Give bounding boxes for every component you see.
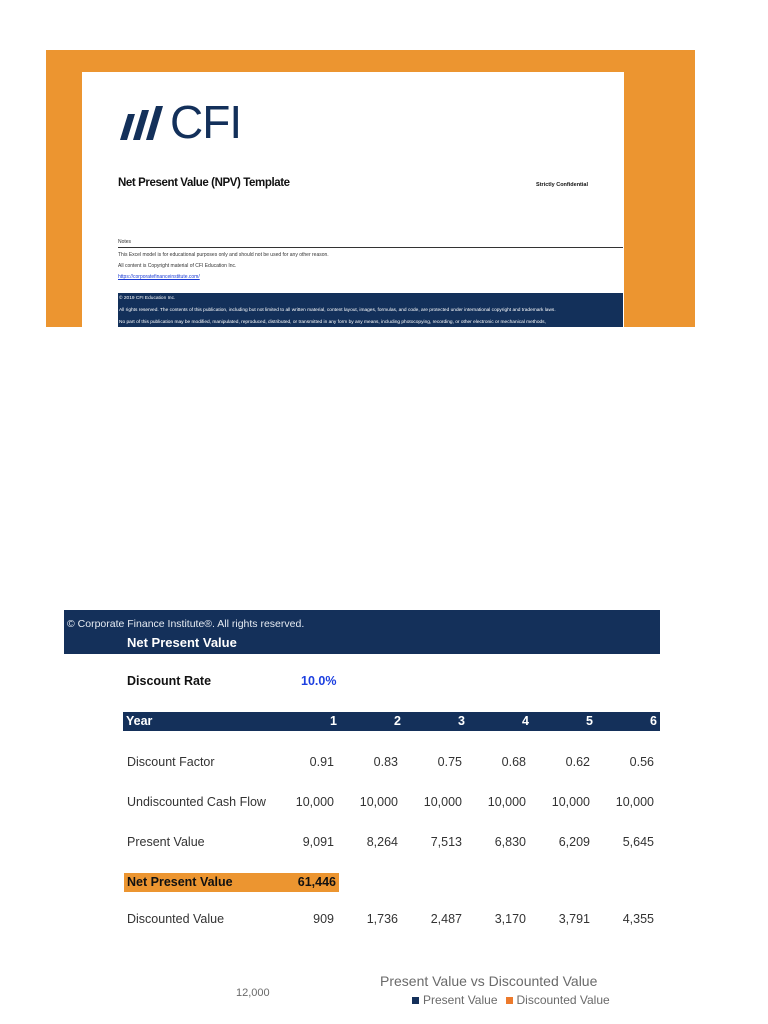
present-value-cell: 7,513 xyxy=(430,835,462,849)
year-header-row xyxy=(123,712,660,731)
cash-flow-input[interactable]: 10,000 xyxy=(615,795,654,809)
discounted-value-cell: 4,355 xyxy=(622,912,654,926)
legend-label: Present Value xyxy=(423,993,498,1007)
confidential-label: Strictly Confidential xyxy=(536,182,588,188)
logo-text: CFI xyxy=(170,96,242,148)
notes-heading: Notes xyxy=(118,239,132,245)
legal-line: All rights reserved. The contents of this publication, including but not limited to all written material, content layout, images, formulas, and code, are protected under international copyright and trademark laws. xyxy=(119,308,556,313)
npv-label: Net Present Value xyxy=(127,875,233,889)
legend-item-discounted-value xyxy=(506,993,610,1007)
cash-flow-input[interactable]: 10,000 xyxy=(423,795,462,809)
npv-value: 61,446 xyxy=(297,875,336,889)
discounted-value-cell: 3,170 xyxy=(494,912,526,926)
discount-factor-cell: 0.56 xyxy=(629,755,654,769)
year-header: 3 xyxy=(458,714,465,728)
legal-line: No part of this publication may be modified, manipulated, reproduced, distributed, or transmitted in any form by any means, including photocopying, recording, or other electronic or mechanical methods, xyxy=(119,320,546,325)
present-value-cell: 9,091 xyxy=(302,835,334,849)
legend-label: Discounted Value xyxy=(516,993,610,1007)
discounted-value-cell: 909 xyxy=(313,912,334,926)
discount-factor-cell: 0.83 xyxy=(373,755,398,769)
present-value-cell: 6,209 xyxy=(558,835,590,849)
chart-title: Present Value vs Discounted Value xyxy=(380,973,598,989)
npv-result-row xyxy=(124,873,339,892)
year-header: 4 xyxy=(522,714,529,728)
discount-factor-cell: 0.75 xyxy=(437,755,462,769)
chart-y-tick: 12,000 xyxy=(236,987,270,999)
note-copyright: All content is Copyright material of CFI Education Inc. xyxy=(118,263,237,269)
cfi-logo xyxy=(118,96,242,148)
year-header: 2 xyxy=(394,714,401,728)
legal-line: © 2019 CFI Education Inc. xyxy=(119,296,176,301)
discounted-value-cell: 1,736 xyxy=(366,912,398,926)
legal-notice xyxy=(118,293,623,327)
present-value-cell: 5,645 xyxy=(622,835,654,849)
cover-title: Net Present Value (NPV) Template xyxy=(118,177,290,189)
discounted-value-cell: 2,487 xyxy=(430,912,462,926)
undiscounted-cash-flow-label: Undiscounted Cash Flow xyxy=(127,795,266,809)
cover-sheet xyxy=(82,72,624,327)
cfi-website-link[interactable]: https://corporatefinanceinstitute.com/ xyxy=(118,274,200,280)
discount-factor-cell: 0.62 xyxy=(565,755,590,769)
legend-item-present-value xyxy=(412,993,498,1007)
discount-factor-cell: 0.68 xyxy=(501,755,526,769)
discount-factor-label: Discount Factor xyxy=(127,755,215,769)
sheet-header-banner xyxy=(64,610,660,654)
cash-flow-input[interactable]: 10,000 xyxy=(487,795,526,809)
discount-factor-cell: 0.91 xyxy=(309,755,334,769)
cfi-logo-bars-icon xyxy=(118,100,168,144)
cash-flow-input[interactable]: 10,000 xyxy=(551,795,590,809)
cover-sheet-frame xyxy=(46,50,695,327)
legend-swatch xyxy=(412,997,419,1004)
discount-rate-label: Discount Rate xyxy=(127,674,212,688)
year-label: Year xyxy=(126,714,153,728)
year-header: 5 xyxy=(586,714,593,728)
discount-rate-input[interactable]: 10.0% xyxy=(301,674,337,688)
discounted-value-cell: 3,791 xyxy=(558,912,590,926)
year-header: 1 xyxy=(330,714,337,728)
cash-flow-input[interactable]: 10,000 xyxy=(295,795,334,809)
notes-divider xyxy=(118,247,623,248)
sheet-title: Net Present Value xyxy=(127,635,237,650)
chart-legend xyxy=(412,993,618,1007)
sheet-copyright: © Corporate Finance Institute®. All rights reserved. xyxy=(67,618,305,630)
present-value-cell: 6,830 xyxy=(494,835,526,849)
present-value-cell: 8,264 xyxy=(366,835,398,849)
legend-swatch xyxy=(506,997,513,1004)
year-header: 6 xyxy=(650,714,657,728)
note-educational: This Excel model is for educational purposes only and should not be used for any other reason. xyxy=(118,252,329,258)
cash-flow-input[interactable]: 10,000 xyxy=(359,795,398,809)
present-value-label: Present Value xyxy=(127,835,205,849)
discounted-value-label: Discounted Value xyxy=(127,912,225,926)
